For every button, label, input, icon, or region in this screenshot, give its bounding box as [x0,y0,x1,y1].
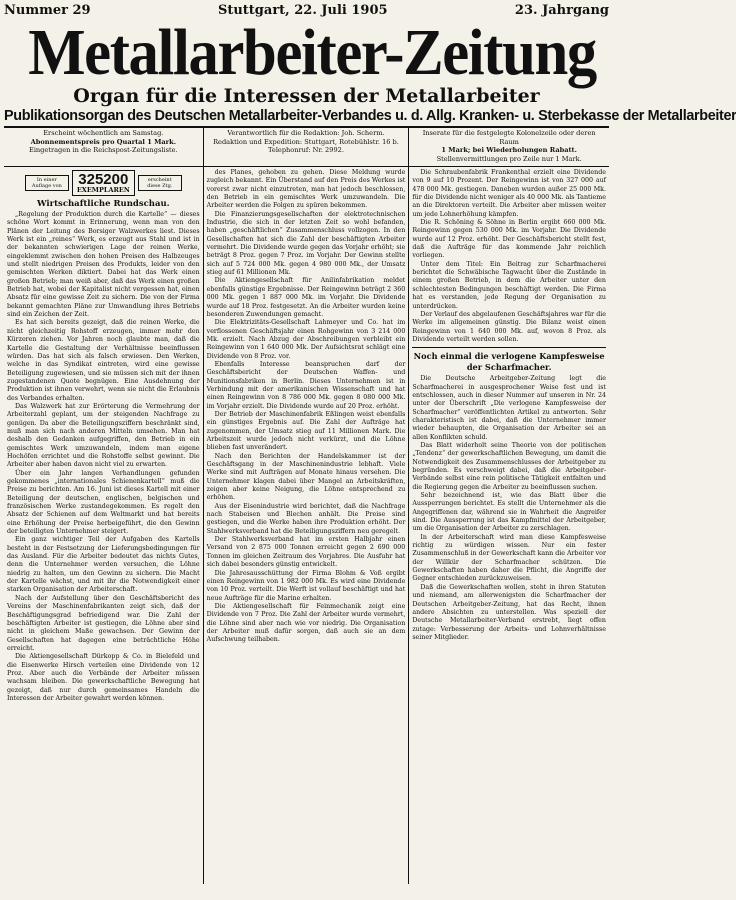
article-paragraph: Sehr bezeichnend ist, wie das Blatt über die Aussperrungen berichtet. Es stellt die Unternehmer als die Angegriffenen dar, während sie in Wahrheit die Angreifer sind. Die Aussperrung ist das Kampfmittel der Arbeitgeber, um die Organisation der Arbeiter zu zerschlagen. [412,492,606,533]
article-paragraph: Das Blatt widerholt seine Theorie von der politischen „Tendenz“ der gewerkschaftlichen Bewegung, um damit die Notwendigkeit des Zusammenschlusses der Arbeitgeber zu begründen. Es verschweigt dabei, daß die Arbeitgeber-Verbände selbst eine rein politische Tätigkeit entfalten und die Regierung gegen die Arbeiter zu beeinflussen suchen. [412,441,606,491]
info-line: Stellenvermittlungen pro Zeile nur 1 Mark. [436,154,582,163]
article-paragraph: Die Schraubenfabrik Frankenthal erzielt eine Dividende von 9 auf 10 Prozent. Der Reingewinn ist von 327 000 auf 478 000 Mk. gestiegen. Daneben wurden außer 25 000 Mk. für die Dividende nicht weniger als 40 000 Mk. als Tantieme an die Direktoren verteilt. Die Arbeiter aber müssen weiter um jede Lohnerhöhung kämpfen. [412,169,606,218]
column-1 [4,167,204,884]
info-line: Erscheint wöchentlich am Samstag. [43,129,164,137]
article-paragraph: Es hat sich bereits gezeigt, daß die reinen Werke, die nicht gleichzeitig Rohstoff erzeugen, immer mehr den Kürzeren ziehen. Vor Jahren noch glaubte man, daß die Kartelle die Gestaltung der Verhältnisse beeinflussen würden. Das hat sich als falsch erwiesen. Den Werken, welche in das Syndikat eintreten, wird eine gewisse Beteiligung zugewiesen, und sie müssen sich mit der ihnen zugestandenen Quote begnügen. Eine Ausdehnung der Produktion ist ihnen verwehrt, wenn sie nicht die Erlaubnis des Verbandes erhalten. [7,319,200,402]
issue-date: Stuttgart, 22. Juli 1905 [217,3,388,18]
article-paragraph: Die R. Schöning & Söhne in Berlin ergibt 660 000 Mk. Reingewinn gegen 530 000 Mk. im Vorjahr. Die Dividende wurde auf 12 Proz. erhöht. Der Geschäftsbericht stellt fest, daß die Aufträge für das kommende Jahr reichlich vorliegen. [412,219,606,260]
article-paragraph: „Regelung der Produktion durch die Kartelle“ — dieses schöne Wort kommt in Erinnerung, wenn man von den Plänen der Leitung des Borsiger Walzwerkes liest. Dieses Werk ist ein „reines“ Werk, es erzeugt aus Stahl und ist in der bekannten schwierigen Lage der reinen Werke, eingeklemmt zwischen den hohen Preisen des Halbzeuges und stellt niedrigen Preisen des Produkts, leider von den gemischten Werken diktiert. Dabei hat das Werk einen großen Betrieb; man weiß aber, daß das Werk einen großen Betrieb hat, wobei der Kapitalist nicht vergessen hat, einen Absatz für eine gewisse Zeit zu sichern. Die von der Firma bekannt gemachten Pläne zur Umwandlung ihres Betriebs sind ein Zeichen der Zeit. [7,211,200,319]
info-bar [4,128,609,167]
article-paragraph: Der Stahlwerksverband hat im ersten Halbjahr einen Versand von 2 875 000 Tonnen erreicht gegen 2 690 000 Tonnen im gleichen Zeitraum des Vorjahres. Die Ausfuhr hat sich dabei besonders günstig entwickelt. [206,536,406,569]
article-paragraph: Die Elektrizitäts-Gesellschaft Lahmeyer und Co. hat im verflossenen Geschäftsjahr einen Rohgewinn von 3 214 000 Mk. erzielt. Nach Abzug der Abschreibungen verbleibt ein Reingewinn von 1 640 000 Mk. Der Aufsichtsrat schlägt eine Dividende von 8 Proz. vor. [206,319,406,360]
circulation-label: EXEMPLAREN [76,186,130,194]
article-paragraph: Nach der Aufstellung über den Geschäftsbericht des Vereins der Maschinenfabrikanten zeigt sich, daß der Beschäftigungsgrad befriedigend war. Die Zahl der beschäftigten Arbeiter ist gestiegen, die Löhne aber sind nicht in gleichem Maße gewachsen. Der Gewinn der Gesellschaften hat dagegen eine beträchtliche Höhe erreicht. [7,594,200,652]
article-paragraph: Daß die Gewerkschaften wollen, steht in ihren Statuten und niemand, am allerwenigsten die Scharfmacher der Deutschen Arbeitgeber-Zeitung, hat das Recht, ihnen andere Absichten zu unterstellen. Was speziell der Deutsche Metallarbeiter-Verband erstrebt, liegt offen zutage: Verbesserung der Arbeits- und Lohnverhältnisse seiner Mitglieder. [412,583,606,641]
article-paragraph: Nach den Berichten der Handelskammer ist der Geschäftsgang in der Maschinenindustrie lebhaft. Viele Werke sind mit Aufträgen auf Monate hinaus versehen. Die Unternehmer klagen dabei über Mangel an Arbeitskräften, zeigen aber keine Neigung, die Löhne entsprechend zu erhöhen. [206,452,406,502]
article-heading: Wirtschaftliche Rundschau. [37,199,170,209]
circulation-left-note: In einer Auflage von [25,175,69,191]
article-paragraph: Die Aktiengesellschaft Dürkopp & Co. in Bielefeld und die Eisenwerke Hirsch verteilen eine Dividende von 12 Proz. Aber auch die Verbände der Arbeiter müssen wachsam bleiben. Die gewerkschaftliche Bewegung hat gezeigt, daß nur durch gemeinsames Handeln die Interessen der Arbeiter gewahrt werden können. [7,653,200,702]
circulation-box [7,170,200,196]
info-line: Inserate für die festgelegte Kolonelzeile oder deren Raum [422,129,596,146]
article-paragraph: Ebenfalls Interesse beanspruchen darf der Geschäftsbericht der Deutschen Waffen- und Munitionsfabriken in Berlin. Dieses Unternehmen ist in Verbindung mit der amerikanischen Wissenschaft und hat einen Reingewinn von 8 786 000 Mk. gegen 8 080 000 Mk. im Vorjahr erzielt. Die Dividende wurde auf 20 Proz. erhöht. [206,360,406,410]
article-paragraph: des Planes, gehoben zu gehen. Diese Meldung wurde zugleich bekannt. Ein Überstand auf den Preis des Werkes ist vorerst zwar nicht einzutreten, man hat jedoch beschlossen, den Betrieb in ein gemischtes Werk umzuwandeln. Die Arbeiter werden die Folgen zu spüren bekommen. [206,169,406,210]
section-divider [412,347,606,348]
column-3 [409,167,609,884]
article-columns [4,167,609,884]
info-line: Telephonruf: Nr. 2992. [268,146,344,155]
column-2 [204,167,410,884]
advertising-info [409,128,609,166]
circulation-number: 325200 [78,171,129,188]
masthead-subtitle: Organ für die Interessen der Metallarbeiter [73,85,540,107]
info-line: Verantwortlich für die Redaktion: Joh. Scherm. [227,129,385,137]
article-heading-line-1: Noch einmal die verlogene Kampfesweise [413,351,605,362]
volume-number: 23. Jahrgang [514,3,609,18]
editorial-info [204,128,410,166]
info-line: Eingetragen in die Reichspost-Zeitungsliste. [29,146,178,155]
article-paragraph: Die Aktiengesellschaft für Anilinfabrikation meldet ebenfalls günstige Ergebnisse. Der Reingewinn beträgt 2 360 000 Mk. gegen 1 887 000 Mk. im Vorjahr. Die Dividende wurde auf 18 Proz. festgesetzt. An die Arbeiter wurden keine besonderen Zuwendungen gemacht. [206,277,406,318]
article-paragraph: In der Arbeiterschaft wird man diese Kampfesweise richtig zu würdigen wissen. Nur ein fester Zusammenschluß in der Gewerkschaft kann die Arbeiter vor der Willkür der Scharfmacher schützen. Die Gewerkschaften haben daher die Pflicht, die Angriffe der Gegner entschieden zurückzuweisen. [412,533,606,583]
article-paragraph: Unter dem Titel: Ein Beitrag zur Scharfmacherei berichtet die Schwäbische Tagwacht über die Zustände in einem großen Betrieb, in dem die Arbeiter unter den schlechtesten Bedingungen beschäftigt werden. Die Firma hat es verstanden, jede Regung der Organisation zu unterdrücken. [412,260,606,310]
article-paragraph: Über ein Jahr langen Verhandlungen gefunden gekommenes „internationales Schienenkartell“ muß die Preise zu berichten. Am 16. Juni ist dieses Kartell mit einer Beteiligung der deutschen, englischen, belgischen und französischen Werke zustandegekommen. Es regelt den Absatz der Schienen auf dem Weltmarkt und hat bereits eine Erhöhung der Preise herbeigeführt, die den Gewinn der beteiligten Unternehmer steigert. [7,469,200,536]
article-heading-line-2: der Scharfmacher. [466,362,552,373]
article-paragraph: Die Finanzierungsgesellschaften der elektrotechnischen Industrie, die sich in der letzten Zeit so wohl befanden, haben „geschäftlichen“ Zusammenschluss vollzogen. In den Gesellschaften hat sich die Zahl der beschäftigten Arbeiter vermehrt. Die Dividende wurde gegen das Vorjahr erhöht; sie beträgt 8 Proz. gegen 7 Proz. im Vorjahr. Der Gewinn stellte sich auf 5 724 000 Mk. gegen 4 980 000 Mk., der Umsatz stieg auf 61 Millionen Mk. [206,210,406,277]
article-paragraph: Der Verlauf des abgelaufenen Geschäftsjahres war für die Werke im allgemeinen günstig. Die Bilanz weist einen Reingewinn von 1 640 000 Mk. auf, wovon 8 Proz. als Dividende verteilt werden sollen. [412,310,606,343]
article-paragraph: Die Deutsche Arbeitgeber-Zeitung legt die Scharfmacherei in ausgesprochener Weise fest und ist entschlossen, auch in dieser Nummer auf unseren in Nr. 24 unter der Überschrift „Die verlogene Kampfesweise der Scharfmacher“ veröffentlichten Artikel zu antworten. Sehr charakteristisch ist dabei, daß die Unternehmer immer wieder behaupten, die Organisation der Arbeiter sei an allen Konflikten schuld. [412,375,606,441]
issue-number: Nummer 29 [4,3,91,18]
info-line: Abonnementspreis pro Quartal 1 Mark. [30,137,177,146]
article-paragraph: Der Betrieb der Maschinenfabrik Eßlingen weist ebenfalls ein günstiges Ergebnis auf. Die Zahl der Aufträge hat zugenommen, der Umsatz stieg auf 11 Millionen Mark. Die Arbeitszeit wurde jedoch nicht verkürzt, und die Löhne blieben fast unverändert. [206,410,406,452]
article-paragraph: Die Jahresausschüttung der Firma Blohm & Voß ergibt einen Reingewinn von 1 982 000 Mk. Es wird eine Dividende von 10 Proz. verteilt. Die Werft ist vollauf beschäftigt und hat neue Aufträge für die Marine erhalten. [206,569,406,602]
article-paragraph: Aus der Eisenindustrie wird berichtet, daß die Nachfrage nach Stabeisen und Blechen anhält. Die Preise sind gestiegen, und die Werke haben ihre Produktion erhöht. Der Stahlwerksverband hat die Beteiligungsziffern neu geregelt. [206,502,406,535]
publication-line: Publikationsorgan des Deutschen Metallarbeiter-Verbandes u. d. Allg. Kranken- u. Sterbekasse der Metallarbeiter [4,107,609,128]
subscription-info [4,128,204,166]
article-paragraph: Ein ganz wichtiger Teil der Aufgaben des Kartells besteht in der Festsetzung der Lieferungsbedingungen für das Ausland. Für die Arbeiter bedeutet das nichts Gutes, denn die Unternehmer werden versuchen, die Löhne niedrig zu halten, um den Gewinn zu sichern. Die Macht der Kartelle wächst, und mit ihr die Notwendigkeit einer starken Organisation der Arbeiterschaft. [7,536,200,594]
info-line: Redaktion und Expedition: Stuttgart, Rotebühlstr. 16 b. [213,137,399,146]
masthead-title: Metallarbeiter-Zeitung [28,16,596,89]
article-paragraph: Das Walzwerk hat zur Erörterung die Vermehrung der Arbeiterzahl geplant, um der steigenden Nachfrage zu genügen. Da aber die Beteiligungsziffern beschränkt sind, muß man sich nach anderen Mitteln umsehen. Man hat deshalb den Gedanken aufgegriffen, den Betrieb in ein gemischtes Werk umzuwandeln, indem man eigene Hochöfen errichtet und die Rohstoffe selbst gewinnt. Die Arbeiter aber haben davon nicht viel zu erwarten. [7,402,200,469]
circulation-figure [72,170,135,196]
info-line: 1 Mark; bei Wiederholungen Rabatt. [441,146,577,155]
article-paragraph: Die Aktiengesellschaft für Feinmechanik zeigt eine Dividende von 7 Proz. Die Zahl der Arbeiter wurde vermehrt, die Löhne sind aber nach wie vor niedrig. Die Organisation der Arbeiter muß dafür sorgen, daß auch sie an dem Aufschwung teilhaben. [206,602,406,644]
circulation-right-note: erscheint diese Ztg. [138,175,182,191]
